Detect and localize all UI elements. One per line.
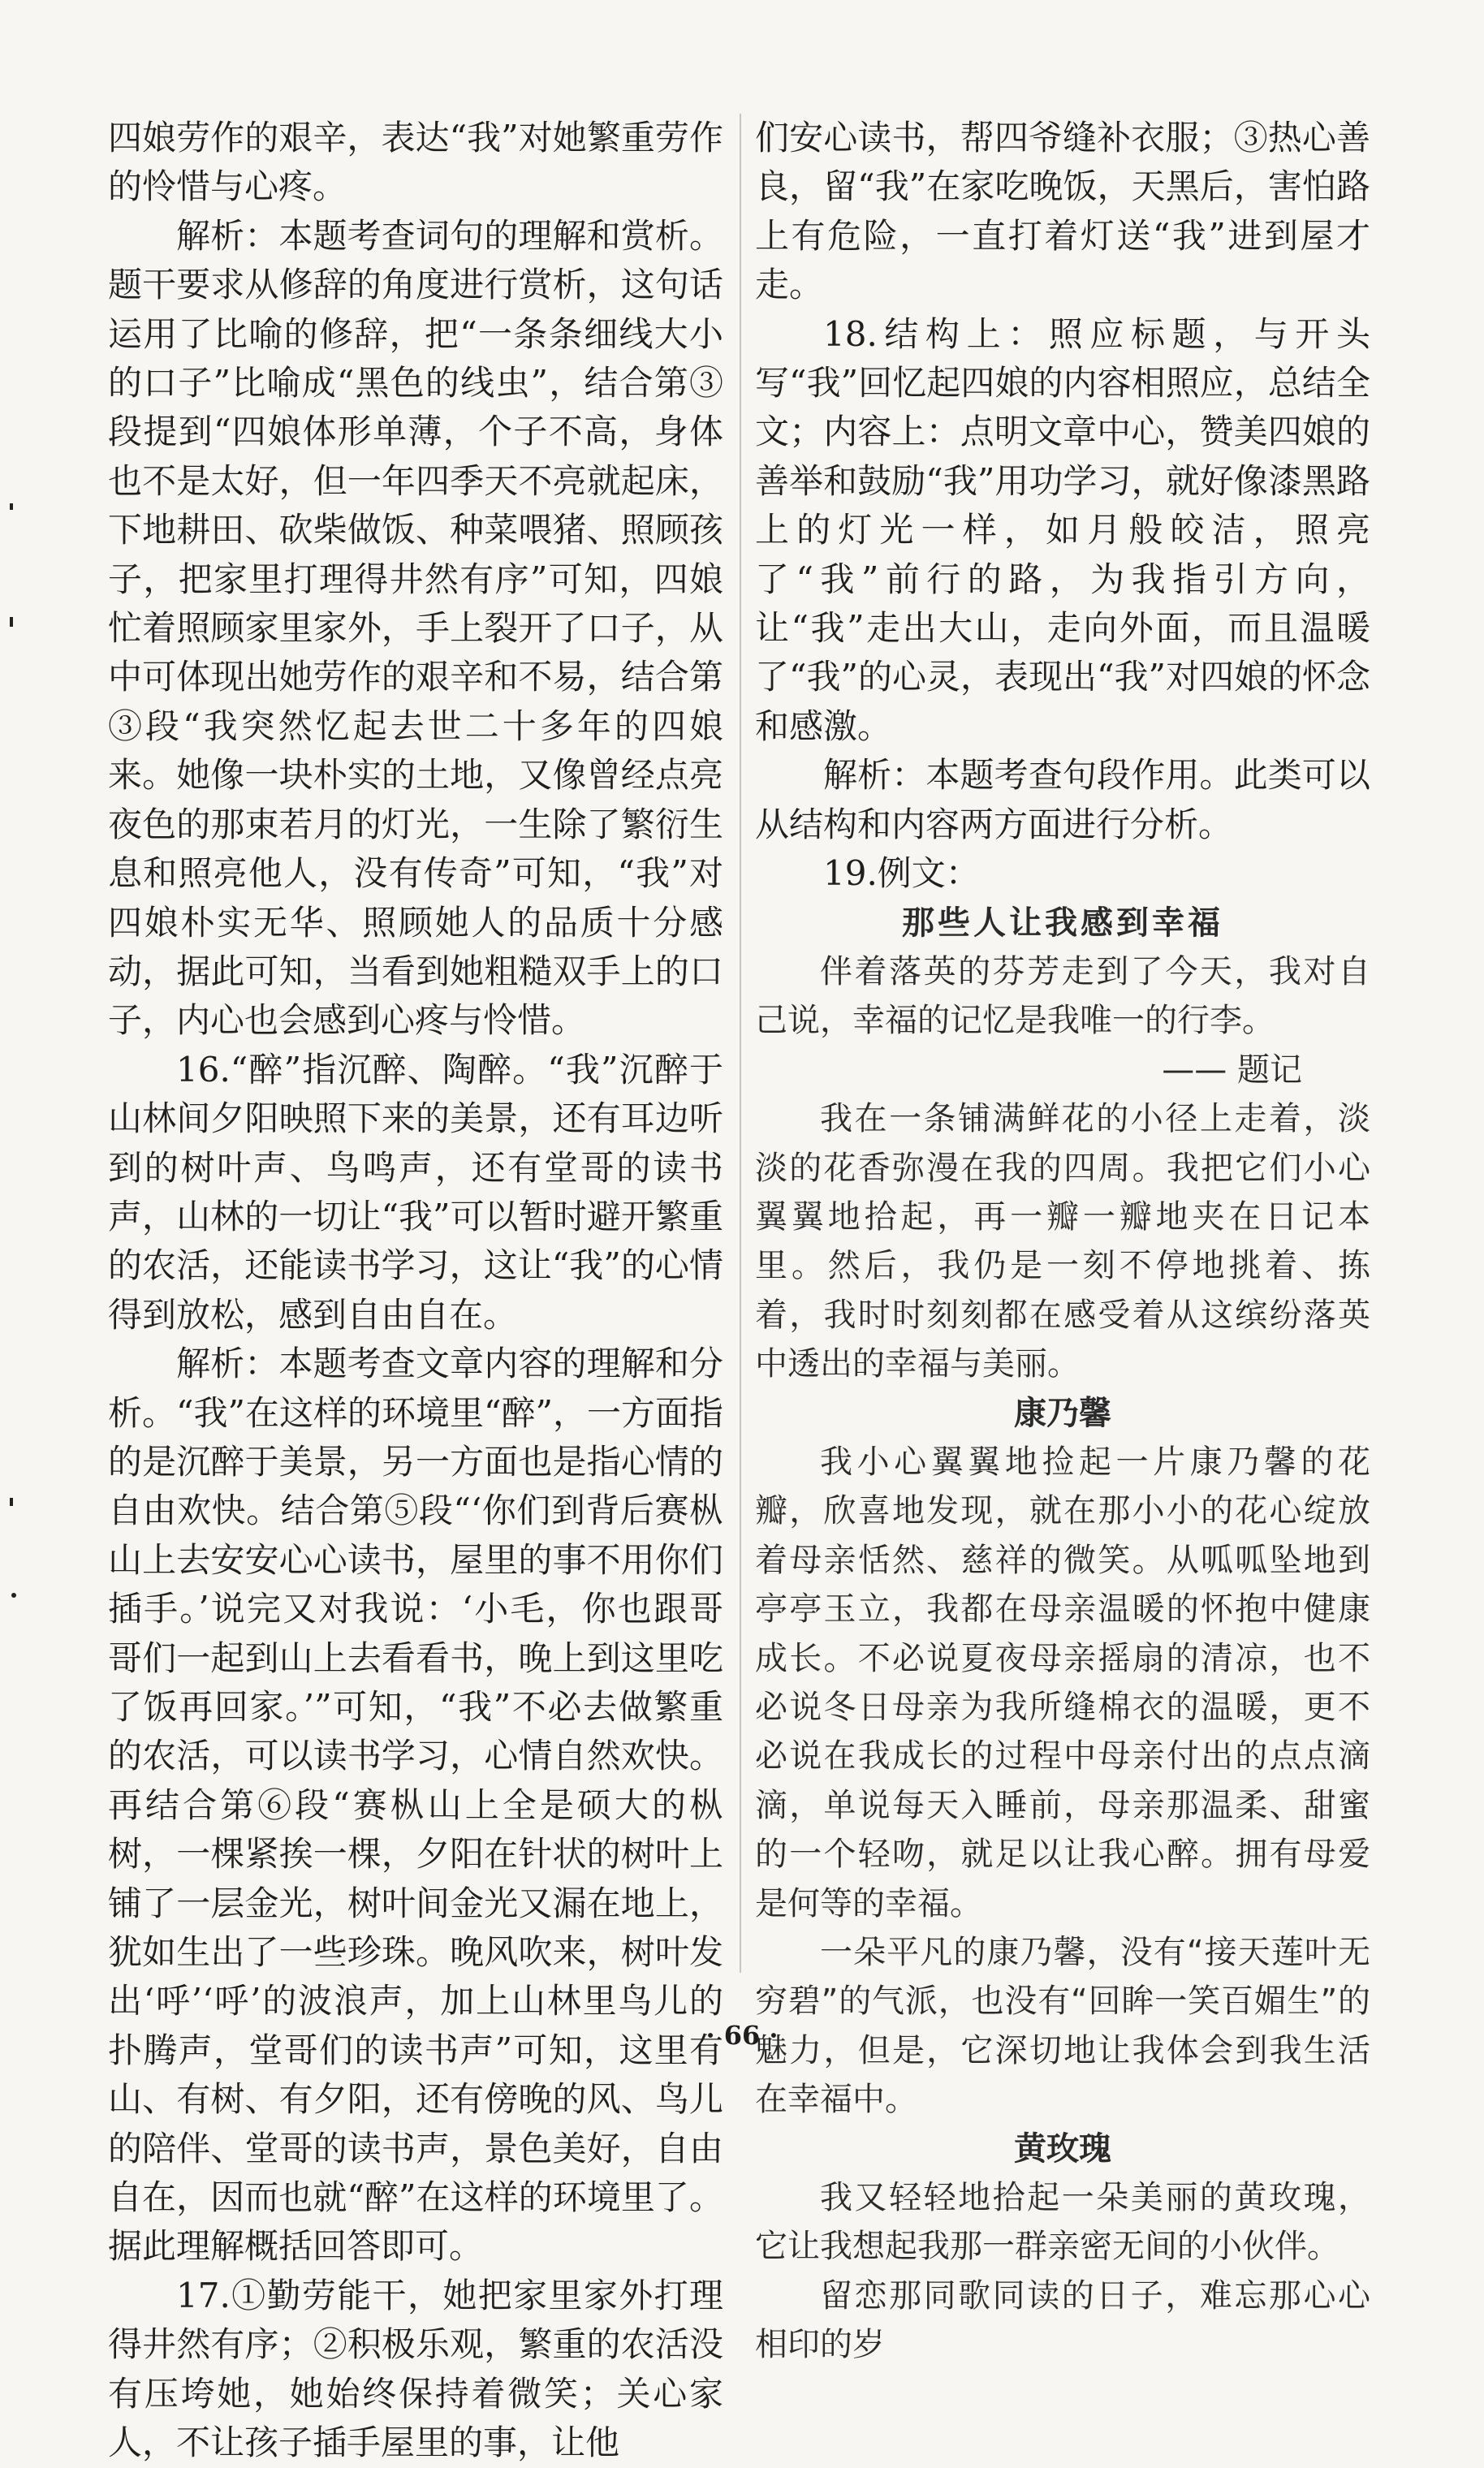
essay-title: 那些人让我感到幸福 [902, 904, 1223, 942]
paragraph: 解析：本题考查文章内容的理解和分析。“我”在这样的环境里“醉”，一方面指的是沉醉于美景，另一方面也是指心情的自由欢快。结合第⑤段“‘你们到背后赛枞山上去安安心心读书，屋里的事不用你们插手。’说完又对我说：‘小毛，你也跟哥哥们一起到山上去看看书，晚上到这里吃了饭再回家。’”可知，“我”不必去做繁重的农活，可以读书学习，心情自然欢快。再结合第⑥段“赛枞山上全是硕大的枞树，一棵紧挨一棵，夕阳在针状的树叶上铺了一层金光，树叶间金光又漏在地上，犹如生出了一些珍珠。晚风吹来，树叶发出‘呼’‘呼’的波浪声，加上山林里鸟儿的扑腾声，堂哥们的读书声”可知，这里有山、有树、有夕阳，还有傍晚的风、鸟儿的陪伴、堂哥的读书声，景色美好，自由自在，因而也就“醉”在这样的环境里了。据此理解概括回答即可。 [108, 1344, 723, 2267]
binding-mark [11, 1593, 16, 1598]
essay-paragraph: 留恋那同歌同读的日子，难忘那心心相印的岁 [755, 2276, 1370, 2364]
example-essay [755, 899, 1370, 2370]
page-number: · 66 · [705, 2020, 779, 2051]
section-title-carnation: 康乃馨 [1014, 1394, 1111, 1432]
essay-paragraph: 一朵平凡的康乃馨，没有“接天莲叶无穷碧”的气派，也没有“回眸一笑百媚生”的魅力，但是，它深切地让我体会到我生活在幸福中。 [755, 1934, 1370, 2119]
paragraph: 17.①勤劳能干，她把家里家外打理得井然有序；②积极乐观，繁重的农活没有压垮她，她始终保持着微笑；关心家人，不让孩子插手屋里的事，让他 [108, 2275, 723, 2463]
paragraph: 16.“醉”指沉醉、陶醉。“我”沉醉于山林间夕阳映照下来的美景，还有耳边听到的树叶声、鸟鸣声，还有堂哥的读书声，山林的一切让“我”可以暂时避开繁重的农活，还能读书学习，这让“我”的心情得到放松，感到自由自在。 [108, 1049, 723, 1335]
binding-mark [10, 503, 13, 510]
paragraph: 解析：本题考查句段作用。此类可以从结构和内容两方面进行分析。 [755, 755, 1370, 844]
paragraph: 19.例文： [823, 853, 980, 894]
left-column [108, 114, 723, 2468]
section-title-yellow-rose: 黄玫瑰 [1014, 2129, 1111, 2168]
essay-intro: 伴着落英的芬芳走到了今天，我对自己说，幸福的记忆是我唯一的行李。 [755, 952, 1370, 1040]
paragraph: 们安心读书，帮四爷缝补衣服；③热心善良，留“我”在家吃晚饭，天黑后，害怕路上有危险，一直打着灯送“我”进到屋才走。 [755, 118, 1370, 305]
column-divider [740, 114, 741, 1973]
paragraph: 解析：本题考查词句的理解和赏析。题干要求从修辞的角度进行赏析，这句话运用了比喻的修辞，把“一条条细线大小的口子”比喻成“黑色的线虫”，结合第③段提到“四娘体形单薄，个子不高，身体也不是太好，但一年四季天不亮就起床，下地耕田、砍柴做饭、种菜喂猪、照顾孩子，把家里打理得井然有序”可知，四娘忙着照顾家里家外，手上裂开了口子，从中可体现出她劳作的艰辛和不易，结合第③段“我突然忆起去世二十多年的四娘来。她像一块朴实的土地，又像曾经点亮夜色的那束若月的灯光，一生除了繁衍生息和照亮他人，没有传奇”可知，“我”对四娘朴实无华、照顾她人的品质十分感动，据此可知，当看到她粗糙双手上的口子，内心也会感到心疼与怜惜。 [108, 215, 723, 1041]
binding-mark [10, 617, 13, 627]
essay-paragraph: 我小心翼翼地捡起一片康乃馨的花瓣，欣喜地发现，就在那小小的花心绽放着母亲恬然、慈祥的微笑。从呱呱坠地到亭亭玉立，我都在母亲温暖的怀抱中健康成长。不必说夏夜母亲摇扇的清凉，也不必说冬日母亲为我所缝棉衣的温暖，更不必说在我成长的过程中母亲付出的点点滴滴，单说每天入睡前，母亲那温柔、甜蜜的一个轻吻，就足以让我心醉。拥有母爱是何等的幸福。 [755, 1443, 1370, 1922]
essay-paragraph: 我在一条铺满鲜花的小径上走着，淡淡的花香弥漫在我的四周。我把它们小心翼翼地拾起，再一瓣一瓣地夹在日记本里。然后，我仍是一刻不停地挑着、拣着，我时时刻刻都在感受着从这缤纷落英中透出的幸福与美丽。 [755, 1100, 1370, 1383]
essay-paragraph: 我又轻轻地拾起一朵美丽的黄玫瑰，它让我想起我那一群亲密无间的小伙伴。 [755, 2179, 1370, 2266]
essay-inscription: —— 题记 [1162, 1051, 1302, 1089]
binding-mark [10, 1498, 13, 1506]
paragraph: 18.结构上：照应标题，与开头写“我”回忆起四娘的内容相照应，总结全文；内容上：点明文章中心，赞美四娘的善举和鼓励“我”用功学习，就好像漆黑路上的灯光一样，如月般皎洁，照亮了“我”前行的路，为我指引方向，让“我”走出大山，走向外面，而且温暖了“我”的心灵，表现出“我”对四娘的怀念和感激。 [755, 313, 1370, 746]
paragraph: 四娘劳作的艰辛，表达“我”对她繁重劳作的怜惜与心疼。 [108, 118, 723, 207]
